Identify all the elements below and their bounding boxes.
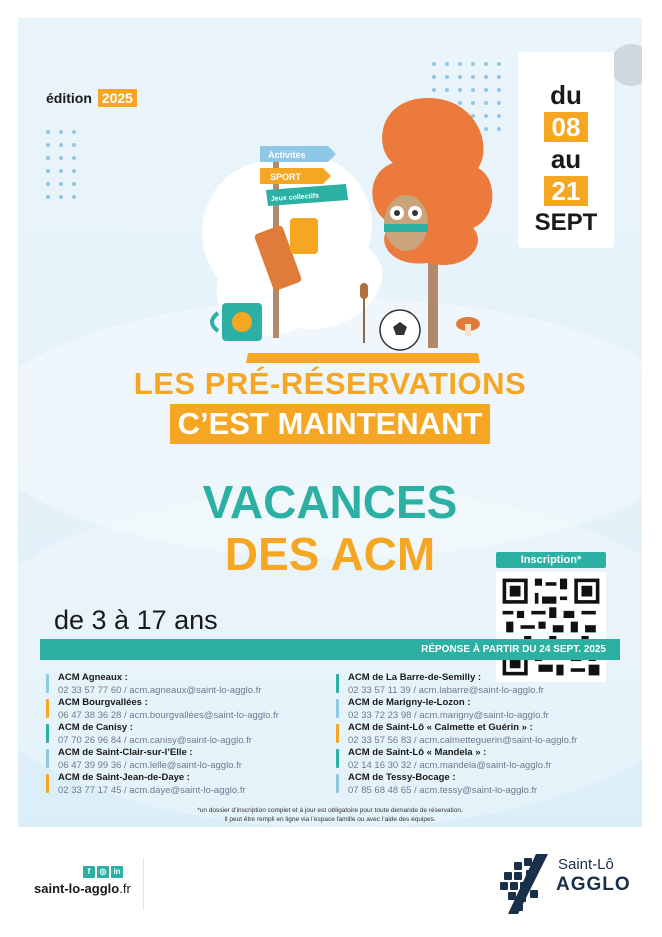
mushroom-icon [456,317,480,336]
acm-contact[interactable]: 06 47 38 36 28 / acm.bourgvallées@saint-lo-agglo.fr [58,710,279,721]
decorative-circle [610,44,642,86]
headline [18,366,642,444]
svg-text:SPORT: SPORT [270,172,302,182]
sign-sport [260,168,331,184]
website-domain: saint-lo-agglo [34,881,120,896]
footnote-line1: *un dossier d’inscription complet et à jour est obligatoire pour toute demande de réservation. [197,807,463,814]
website-link[interactable] [34,881,131,896]
acm-contact[interactable]: 02 33 57 11 39 / acm.labarre@saint-lo-agglo.fr [348,685,544,696]
date-au: au [550,144,582,174]
facebook-icon[interactable]: f [83,866,95,878]
age-range: de 3 à 17 ans [54,605,218,635]
footnote [18,806,642,824]
social-icons [83,866,123,878]
acm-name: ACM de Canisy : [58,722,133,733]
acm-contact[interactable]: 02 33 57 77 60 / acm.agneaux@saint-lo-agglo.fr [58,685,262,696]
headline-line2: C’EST MAINTENANT [170,404,491,444]
acm-item [336,747,577,772]
date-box [518,52,614,248]
inscription-label: Inscription* [496,552,606,568]
inscription-qr-block[interactable] [496,552,606,687]
acm-item [336,672,577,697]
football-icon [380,310,420,350]
edition-label [46,90,137,106]
acm-name: ACM de Saint-Lô « Calmette et Guérin » : [348,722,533,733]
acm-name: ACM de Marigny-le-Lozon : [348,697,471,708]
acm-name: ACM de Saint-Clair-sur-l’Elle : [58,747,193,758]
title-line1: VACANCES [202,476,458,528]
logo-line1: Saint-Lô [558,856,614,873]
edition-year: 2025 [98,89,137,107]
acm-name: ACM Agneaux : [58,672,128,683]
acm-item [336,697,577,722]
saint-lo-agglo-logo [496,850,631,920]
acm-contact[interactable]: 02 33 77 17 45 / acm.daye@saint-lo-agglo.fr [58,785,246,796]
date-du: du [550,80,582,110]
acm-name: ACM de Tessy-Bocage : [348,772,456,783]
acm-item [46,697,279,722]
acm-contact[interactable]: 06 47 39 99 36 / acm.lelle@saint-lo-agglo.fr [58,760,242,771]
instagram-icon[interactable]: ◎ [97,866,109,878]
autumn-illustration [178,78,518,368]
acm-name: ACM de La Barre-de-Semilly : [348,672,482,683]
acm-contact[interactable]: 02 33 57 56 83 / acm.calmetteguerin@saint-lo-agglo.fr [348,735,578,746]
poster [18,18,642,827]
response-date-bar: RÉPONSE À PARTIR DU 24 SEPT. 2025 [40,639,620,660]
cattail-icon [360,283,368,343]
acm-contact[interactable]: 02 33 72 23 98 / acm.marigny@saint-lo-agglo.fr [348,710,549,721]
edition-text: édition [46,90,92,106]
linkedin-icon[interactable]: in [111,866,123,878]
mug-icon [212,303,262,341]
svg-text:Activités: Activités [268,150,306,160]
acm-name: ACM Bourgvallées : [58,697,148,708]
acm-list-right [336,672,577,797]
acm-contact[interactable]: 07 70 26 96 84 / acm.canisy@saint-lo-agglo.fr [58,735,252,746]
logo-mark-icon [496,850,554,920]
date-month: SEPT [534,209,598,236]
svg-text:Jeux collectifs: Jeux collectifs [270,192,320,203]
acm-item [46,747,279,772]
acm-item [46,672,279,697]
acm-name: ACM de Saint-Jean-de-Daye : [58,772,190,783]
ground [246,353,480,363]
acm-contact[interactable]: 07 85 68 48 65 / acm.tessy@saint-lo-agglo.fr [348,785,538,796]
owl-icon [384,195,428,251]
footnote-line2: Il peut être rempli en ligne via l’espace famille ou avec l’aide des équipes. [224,816,436,823]
acm-item [46,722,279,747]
acm-list-left [46,672,279,797]
logo-line2: AGGLO [556,874,631,895]
headline-line1: LES PRÉ-RÉSERVATIONS [133,366,527,401]
acm-name: ACM de Saint-Lô « Mandela » : [348,747,487,758]
sign-activites [260,146,336,162]
title-line2: DES ACM [224,528,436,580]
acm-item [336,772,577,797]
acm-item [46,772,279,797]
footer-divider [143,858,144,910]
date-start: 08 [544,112,589,142]
acm-contact[interactable]: 02 14 16 30 32 / acm.mandela@saint-lo-agglo.fr [348,760,552,771]
qr-code-icon[interactable] [496,572,606,682]
website-ext: .fr [119,881,131,896]
acm-item [336,722,577,747]
decorative-dots [46,130,76,199]
date-end: 21 [544,176,589,206]
